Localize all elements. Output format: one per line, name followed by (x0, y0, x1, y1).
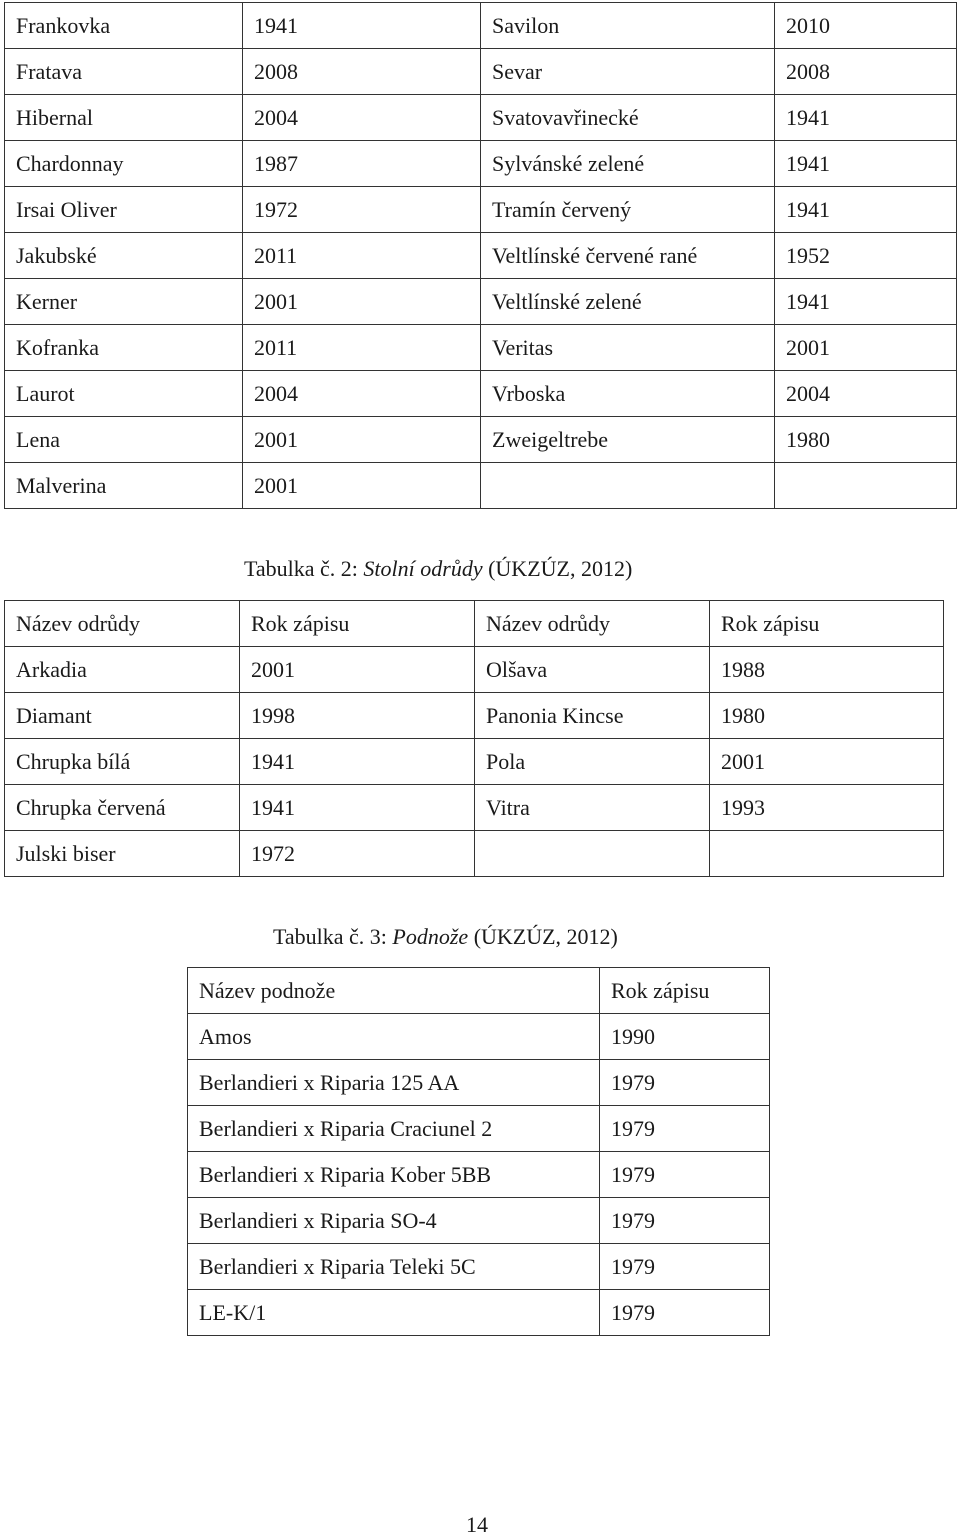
table-cell: Chardonnay (5, 141, 243, 187)
table-cell (481, 463, 775, 509)
table-cell: Rok zápisu (600, 968, 770, 1014)
table-row (188, 1290, 770, 1336)
table-cell: 1979 (600, 1244, 770, 1290)
table-cell: Hibernal (5, 95, 243, 141)
table-cell: 2001 (243, 279, 481, 325)
table-row (5, 785, 944, 831)
table-cell: Název odrůdy (5, 601, 240, 647)
table-cell: 1980 (710, 693, 944, 739)
table-row (188, 1244, 770, 1290)
table-row (5, 279, 957, 325)
wine-varieties-table-continued (4, 2, 957, 509)
table-cell: Lena (5, 417, 243, 463)
table-cell: 2004 (243, 371, 481, 417)
table-cell: 1979 (600, 1060, 770, 1106)
table-cell: 1987 (243, 141, 481, 187)
table-row (5, 3, 957, 49)
table-row (188, 1152, 770, 1198)
table-cell: 1941 (243, 3, 481, 49)
table-cell: 1979 (600, 1198, 770, 1244)
table-grape-varieties (4, 600, 944, 877)
table-cell: 1941 (775, 187, 957, 233)
table-cell: Zweigeltrebe (481, 417, 775, 463)
table-cell: 2008 (775, 49, 957, 95)
table-2-caption-title: Stolní odrůdy (363, 556, 483, 581)
table-cell: 2004 (243, 95, 481, 141)
table-cell: Veltlínské červené rané (481, 233, 775, 279)
table-cell: Veltlínské zelené (481, 279, 775, 325)
table-3-caption-source: (ÚKZÚZ, 2012) (468, 924, 618, 949)
table-cell: 1941 (240, 739, 475, 785)
table-cell: 2001 (243, 463, 481, 509)
table-row (5, 371, 957, 417)
table-cell: 1972 (243, 187, 481, 233)
table-row (5, 739, 944, 785)
table-cell: Rok zápisu (240, 601, 475, 647)
table-cell: Vitra (475, 785, 710, 831)
table-cell: 1998 (240, 693, 475, 739)
table-cell: Název podnože (188, 968, 600, 1014)
table-row (5, 49, 957, 95)
table-row (5, 233, 957, 279)
table-row (188, 1060, 770, 1106)
table-cell: Chrupka červená (5, 785, 240, 831)
table-2-caption-prefix: Tabulka č. 2: (244, 556, 364, 581)
table-cell: 2004 (775, 371, 957, 417)
table-cell: Kofranka (5, 325, 243, 371)
table-cell: 1941 (775, 279, 957, 325)
table-cell: 2011 (243, 325, 481, 371)
table-row (5, 417, 957, 463)
table-cell: Malverina (5, 463, 243, 509)
table-cell: Savilon (481, 3, 775, 49)
table-cell: 1972 (240, 831, 475, 877)
table-row (5, 141, 957, 187)
table-cell: 1979 (600, 1152, 770, 1198)
table-cell: 1980 (775, 417, 957, 463)
table-cell: Berlandieri x Riparia Teleki 5C (188, 1244, 600, 1290)
table-cell: 1979 (600, 1290, 770, 1336)
table-row (188, 1198, 770, 1244)
table-row (5, 601, 944, 647)
table-cell: 1952 (775, 233, 957, 279)
table-2-caption (244, 556, 632, 582)
table-cell: Diamant (5, 693, 240, 739)
page-number: 14 (466, 1512, 488, 1537)
table-cell (710, 831, 944, 877)
table-cell: Tramín červený (481, 187, 775, 233)
table-cell: Fratava (5, 49, 243, 95)
table-2-caption-source: (ÚKZÚZ, 2012) (482, 556, 633, 581)
table-cell: 1988 (710, 647, 944, 693)
table-row (5, 187, 957, 233)
table-cell: Pola (475, 739, 710, 785)
table-cell: 1990 (600, 1014, 770, 1060)
table-cell: 2001 (775, 325, 957, 371)
table-row (188, 1014, 770, 1060)
table-cell: 2001 (240, 647, 475, 693)
table-cell: 1941 (240, 785, 475, 831)
table-3-caption-prefix: Tabulka č. 3: (273, 924, 393, 949)
table-row (5, 647, 944, 693)
table-cell: Jakubské (5, 233, 243, 279)
table-cell: 2010 (775, 3, 957, 49)
table-cell: Sevar (481, 49, 775, 95)
table-cell: Název odrůdy (475, 601, 710, 647)
table-cell: 1941 (775, 95, 957, 141)
table-row (5, 325, 957, 371)
table-3-caption (273, 924, 618, 950)
table-row (5, 95, 957, 141)
table-cell (775, 463, 957, 509)
table-cell: Svatovavřinecké (481, 95, 775, 141)
table-cell: LE-K/1 (188, 1290, 600, 1336)
table-cell: Berlandieri x Riparia SO-4 (188, 1198, 600, 1244)
table-cell: Frankovka (5, 3, 243, 49)
table-cell: Kerner (5, 279, 243, 325)
table-cell: 1979 (600, 1106, 770, 1152)
table-cell (475, 831, 710, 877)
table-cell: Chrupka bílá (5, 739, 240, 785)
table-cell: 1941 (775, 141, 957, 187)
table-row (5, 831, 944, 877)
table-cell: Arkadia (5, 647, 240, 693)
table-cell: 2001 (710, 739, 944, 785)
table-cell: Berlandieri x Riparia Kober 5BB (188, 1152, 600, 1198)
table-cell: Rok zápisu (710, 601, 944, 647)
table-cell: 2008 (243, 49, 481, 95)
table-cell: Laurot (5, 371, 243, 417)
table-cell: Vrboska (481, 371, 775, 417)
table-cell: Veritas (481, 325, 775, 371)
table-3-caption-title: Podnože (392, 924, 469, 949)
table-row (188, 1106, 770, 1152)
table-cell: Irsai Oliver (5, 187, 243, 233)
table-cell: Julski biser (5, 831, 240, 877)
table-cell: Berlandieri x Riparia 125 AA (188, 1060, 600, 1106)
table-cell: Panonia Kincse (475, 693, 710, 739)
table-cell: Berlandieri x Riparia Craciunel 2 (188, 1106, 600, 1152)
table-cell: 2011 (243, 233, 481, 279)
table-cell: Amos (188, 1014, 600, 1060)
table-cell: Sylvánské zelené (481, 141, 775, 187)
table-cell: 1993 (710, 785, 944, 831)
table-row (188, 968, 770, 1014)
table-row (5, 463, 957, 509)
rootstocks-table (187, 967, 770, 1336)
table-cell: Olšava (475, 647, 710, 693)
table-row (5, 693, 944, 739)
table-cell: 2001 (243, 417, 481, 463)
